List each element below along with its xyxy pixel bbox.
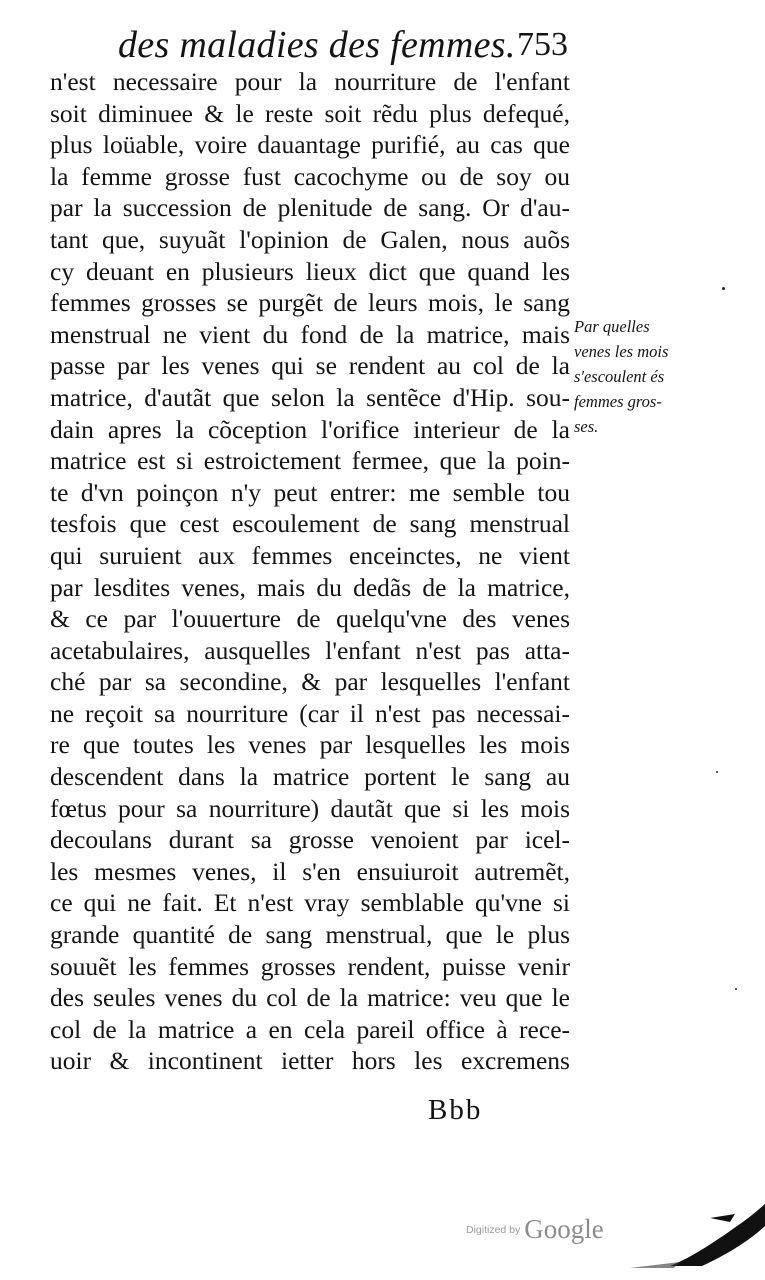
text-line: cy deuant en plusieurs lieux dict que quand les <box>50 256 570 286</box>
text-line: femmes grosses se purgẽt de leurs mois, le sang <box>50 288 570 318</box>
marginal-note <box>574 314 756 439</box>
marginal-note-line: s'escoulent és <box>574 367 665 386</box>
text-line: dain apres la cõception l'orifice interieur de la <box>50 414 570 444</box>
text-line: matrice, d'autãt que selon la sentẽce d'Hip. sou- <box>50 382 570 412</box>
text-line: ché par sa secondine, & par lesquelles l'enfant <box>50 667 570 697</box>
text-line: grande quantité de sang menstrual, que le plus <box>50 920 570 950</box>
body-text <box>50 66 570 1077</box>
text-line: menstrual ne vient du fond de la matrice, mais <box>50 319 570 349</box>
text-line: qui suruient aux femmes enceinctes, ne vient <box>50 540 570 570</box>
text-line: matrice est si estroictement fermee, que la poin- <box>50 446 570 476</box>
running-head <box>118 22 568 68</box>
text-line: par lesdites venes, mais du dedãs de la matrice, <box>50 572 570 602</box>
marginal-note-line: femmes gros- <box>574 392 662 411</box>
marginal-note-line: ses. <box>574 417 599 436</box>
text-line: plus loüable, voire dauantage purifié, au cas que <box>50 130 570 160</box>
text-line: des seules venes du col de la matrice: veu que le <box>50 983 570 1013</box>
text-line: descendent dans la matrice portent le sang au <box>50 762 570 792</box>
text-line: souuẽt les femmes grosses rendent, puisse venir <box>50 951 570 981</box>
text-line: decoulans durant sa grosse venoient par icel- <box>50 825 570 855</box>
text-line: uoir & incontinent ietter hors les excremens <box>50 1046 570 1076</box>
marginal-note-line: venes les mois <box>574 342 669 361</box>
text-line: par la succession de plenitude de sang. Or d'au- <box>50 193 570 223</box>
watermark-prefix: Digitized by <box>466 1223 521 1236</box>
text-line: ne reçoit sa nourriture (car il n'est pas necessai- <box>50 698 570 728</box>
text-line: re que toutes les venes par lesquelles les mois <box>50 730 570 760</box>
text-line: les mesmes venes, il s'en ensuiuroit autremẽt, <box>50 856 570 886</box>
ink-speck <box>716 771 718 773</box>
page-edge-shadow <box>610 1196 765 1280</box>
text-line: soit diminuee & le reste soit rẽdu plus defequé, <box>50 98 570 128</box>
text-line: ce qui ne fait. Et n'est vray semblable qu'vne si <box>50 888 570 918</box>
text-line: & ce par l'ouuerture de quelqu'vne des venes <box>50 604 570 634</box>
text-line: col de la matrice a en cela pareil office à rece- <box>50 1014 570 1044</box>
digitization-watermark <box>466 1214 604 1250</box>
text-line: tant que, suyuãt l'opinion de Galen, nous auõs <box>50 224 570 254</box>
ink-speck <box>735 988 737 990</box>
text-line: te d'vn poinçon n'y peut entrer: me semble tou <box>50 477 570 507</box>
text-line: acetabulaires, ausquelles l'enfant n'est pas atta- <box>50 635 570 665</box>
page-number: 753 <box>517 26 568 63</box>
text-line: tesfois que cest escoulement de sang menstrual <box>50 509 570 539</box>
text-line: la femme grosse fust cacochyme ou de soy ou <box>50 161 570 191</box>
text-line: fœtus pour sa nourriture) dautãt que si les mois <box>50 793 570 823</box>
running-title: des maladies des femmes. <box>118 24 516 66</box>
marginal-note-line: Par quelles <box>574 317 650 336</box>
text-line: n'est necessaire pour la nourriture de l'enfant <box>50 67 570 96</box>
signature-mark: Bbb <box>428 1094 483 1126</box>
text-line: passe par les venes qui se rendent au col de la <box>50 351 570 381</box>
watermark-brand: Google <box>524 1214 604 1244</box>
ink-speck <box>722 287 725 290</box>
